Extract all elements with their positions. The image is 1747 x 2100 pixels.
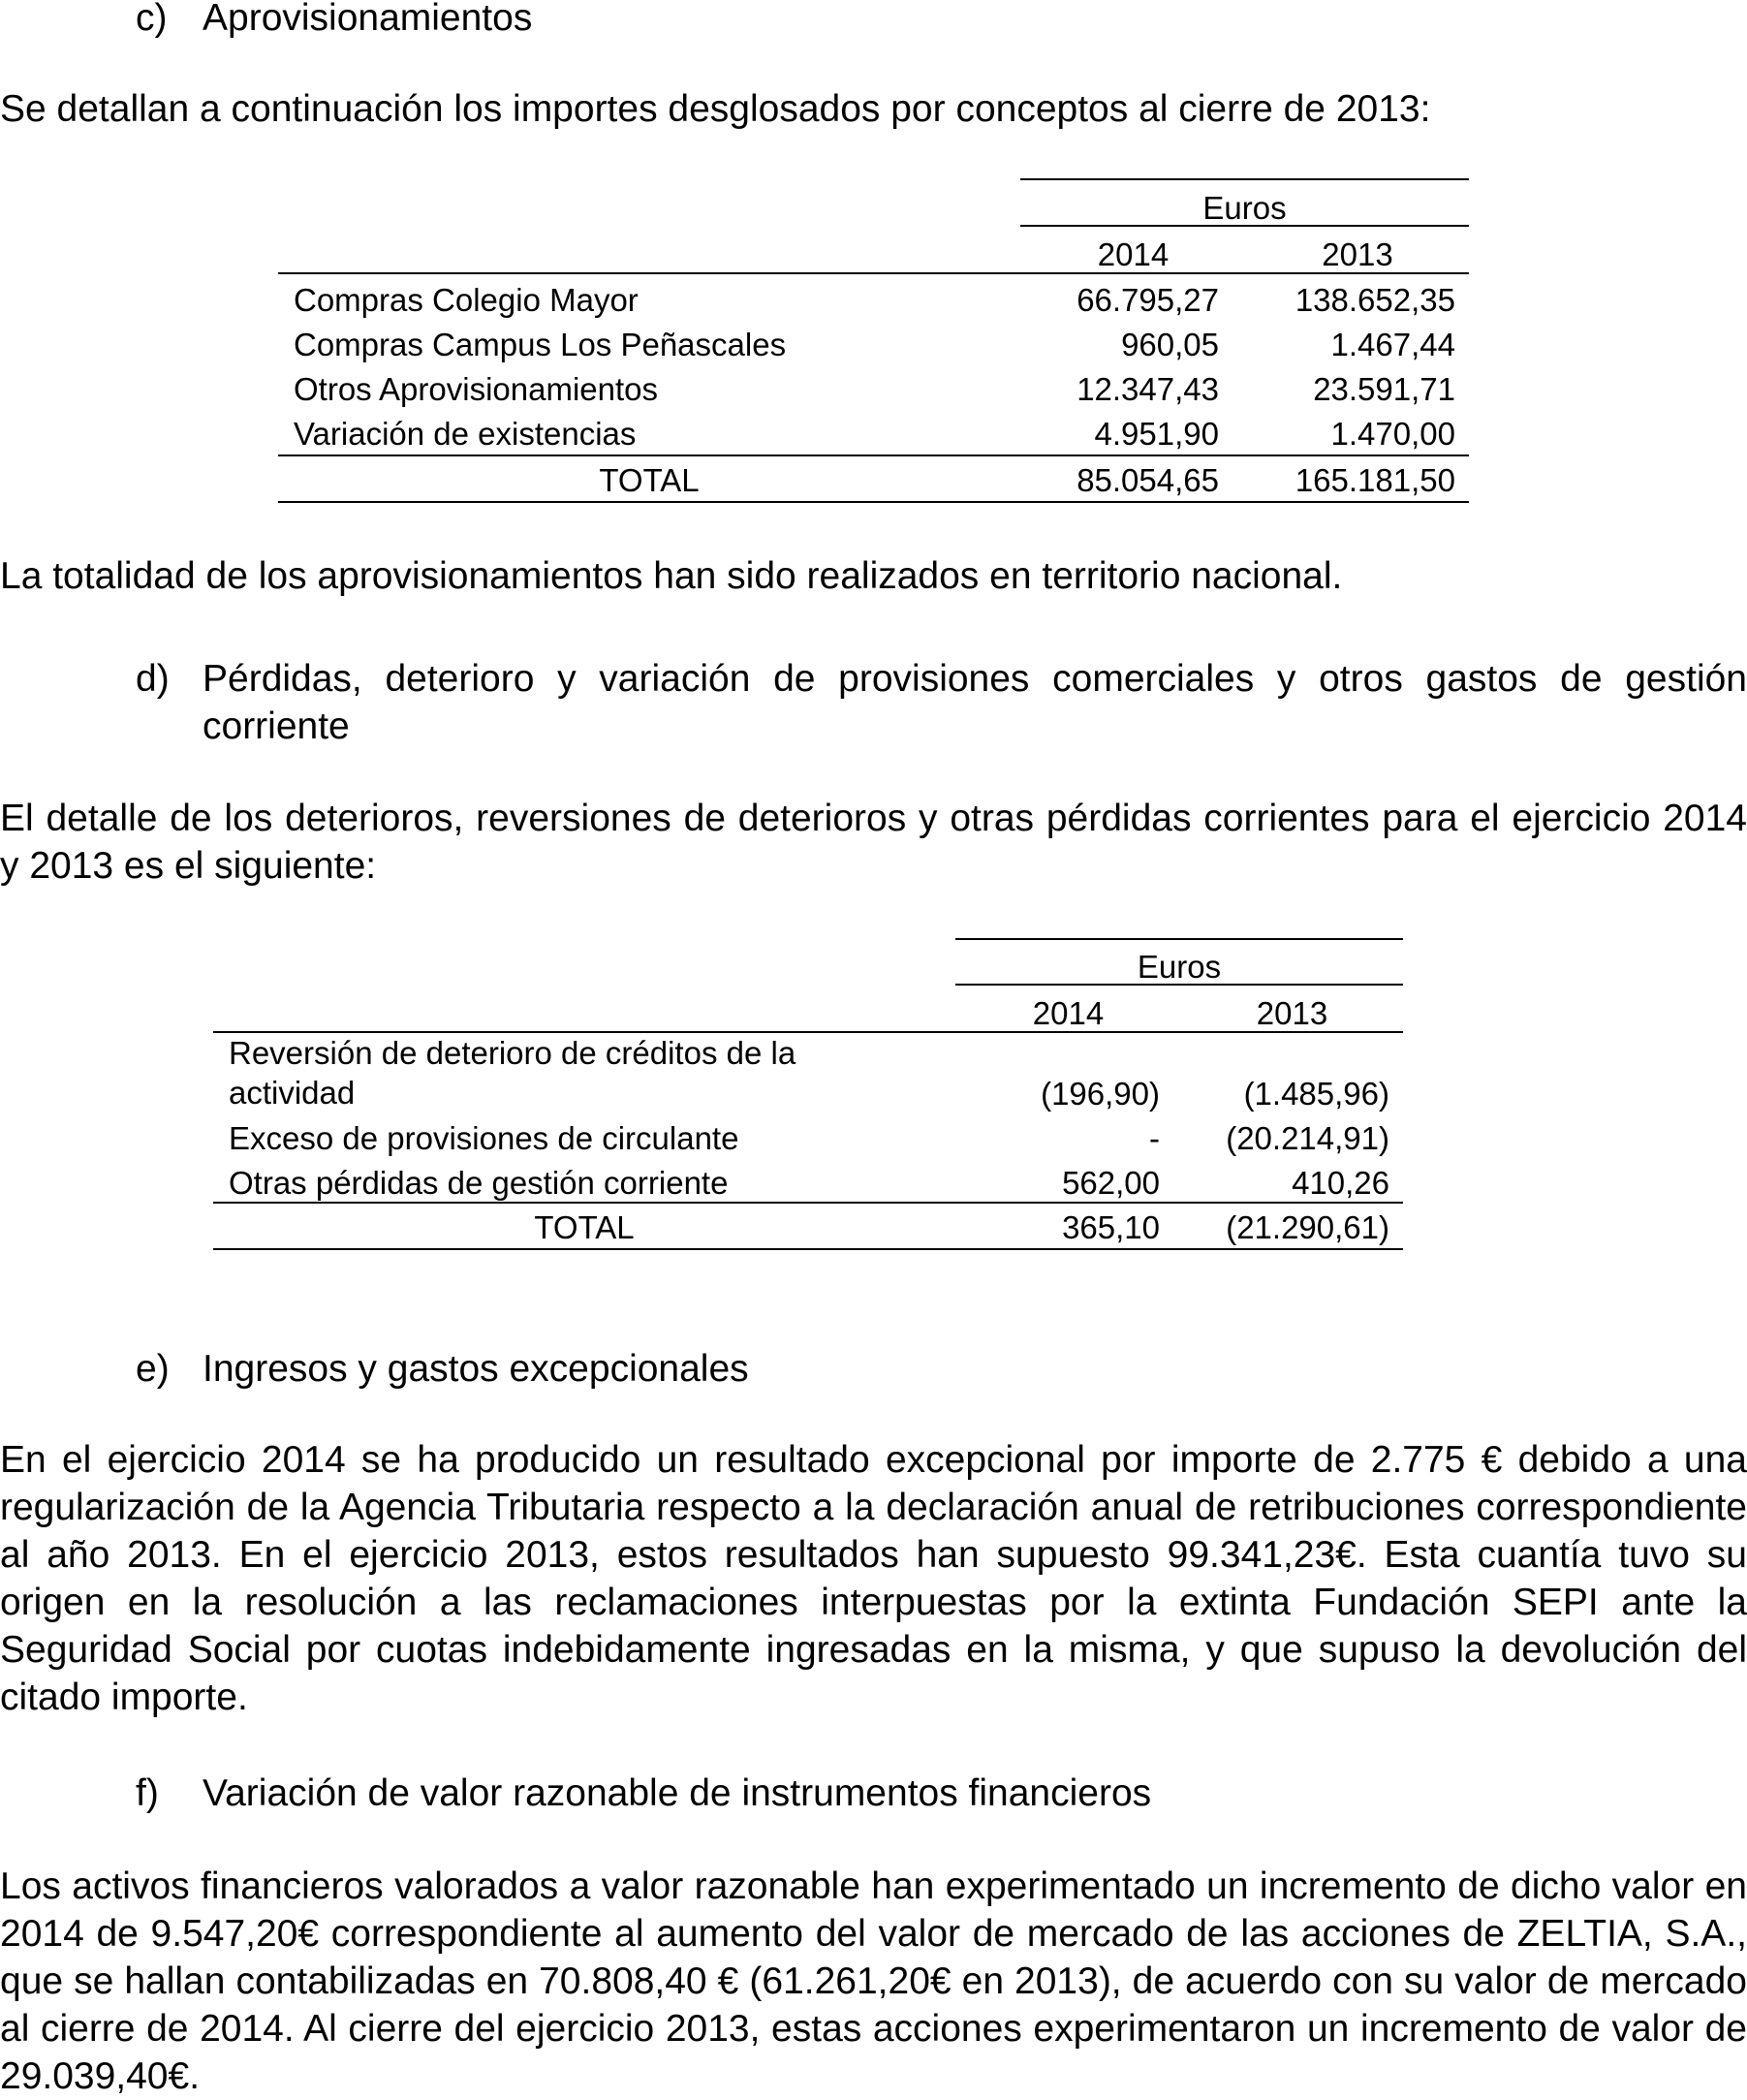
table-row (213, 1116, 1403, 1161)
table-d-year-2013: 2013 (1256, 995, 1328, 1031)
table-total-row (278, 458, 1469, 503)
total-label: TOTAL (534, 1209, 635, 1245)
value-2014: (196,90) (1041, 1076, 1160, 1112)
table-c-year-2014: 2014 (1097, 236, 1170, 272)
table-d-year-2014: 2014 (1032, 995, 1105, 1031)
table-row (213, 1161, 1403, 1206)
table-row (278, 412, 1469, 456)
section-c-marker: c) (136, 0, 168, 39)
section-f-title: Variación de valor razonable de instrumentos financieros (203, 1772, 1152, 1814)
value-2014: 960,05 (1121, 327, 1219, 362)
total-2013: 165.181,50 (1295, 462, 1455, 498)
value-2014: 12.347,43 (1076, 371, 1219, 407)
intro-c: Se detallan a continuación los importes desglosados por conceptos al cierre de 2013: (0, 88, 1431, 130)
table-d-top-rule (955, 938, 1403, 940)
table-total-row (213, 1206, 1403, 1250)
row-label: Compras Colegio Mayor (294, 282, 639, 318)
table-d-unit: Euros (1137, 949, 1222, 985)
table-d-unit-rule (955, 984, 1403, 986)
value-2013: 1.467,44 (1330, 327, 1455, 362)
table-c-year-row (278, 233, 1469, 277)
table-d-total-rule (213, 1202, 1403, 1204)
paragraph-e: En el ejercicio 2014 se ha producido un resultado excepcional por importe de 2.775 € debido a una regularización de la Agencia Tributaria respecto a la declaración anual de retribuciones correspondiente al año 2013. En el ejercicio 2013, estos resultados han supuesto 99.341,23€. Esta cuantía tuvo su origen en la resolución a las reclamaciones interpuestas por la extinta Fundación SEPI ante la Seguridad Social por cuotas indebidamente ingresadas en la misma, y que supuso la devolución del citado importe. (0, 1439, 1747, 1718)
total-2014: 365,10 (1062, 1209, 1160, 1245)
section-c-title: Aprovisionamientos (203, 0, 533, 39)
table-aprovisionamientos (278, 178, 1469, 504)
section-d-title: Pérdidas, deterioro y variación de provisiones comerciales y otros gastos de gestión corriente (203, 658, 1747, 747)
intro-d: El detalle de los deterioros, reversiones de deterioros y otras pérdidas corrientes para el ejercicio 2014 y 2013 es el siguiente: (0, 798, 1747, 887)
table-c-total-rule (278, 454, 1469, 456)
table-row (278, 367, 1469, 412)
row-label-line2: actividad (229, 1075, 356, 1111)
value-2014: - (1149, 1120, 1160, 1156)
table-c-top-rule (1020, 178, 1469, 180)
section-e-title: Ingresos y gastos excepcionales (203, 1348, 749, 1390)
value-2014: 562,00 (1062, 1165, 1160, 1201)
table-row (213, 1033, 1403, 1116)
row-label: Compras Campus Los Peñascales (294, 327, 787, 362)
row-label-line1: Reversión de deterioro de créditos de la (229, 1035, 796, 1071)
row-label: Otras pérdidas de gestión corriente (229, 1165, 729, 1201)
table-deterioros (213, 938, 1403, 1250)
value-2014: 4.951,90 (1094, 416, 1219, 452)
note-c: La totalidad de los aprovisionamientos han sido realizados en territorio nacional. (0, 555, 1343, 597)
section-e-marker: e) (136, 1348, 170, 1390)
paragraph-f: Los activos financieros valorados a valor razonable han experimentado un incremento de dicho valor en 2014 de 9.547,20€ correspondiente al aumento del valor de mercado de las acciones de ZELTIA, S.A., que se hallan contabilizadas en 70.808,40 € (61.261,20€ en 2013), de acuerdo con su valor de mercado al cierre de 2014. Al cierre del ejercicio 2013, estas acciones experimentaron un incremento de valor de 29.039,40€. (0, 1865, 1747, 2097)
table-c-unit: Euros (1202, 190, 1287, 226)
table-d-bottom-rule (213, 1248, 1403, 1250)
table-row (278, 278, 1469, 323)
value-2013: 410,26 (1292, 1165, 1389, 1201)
total-2014: 85.054,65 (1076, 462, 1219, 498)
table-c-header-rule (278, 272, 1469, 274)
row-label: Variación de existencias (294, 416, 637, 452)
section-d-heading (136, 655, 1747, 752)
value-2014: 66.795,27 (1076, 282, 1219, 318)
value-2013: 1.470,00 (1330, 416, 1455, 452)
section-f-marker: f) (136, 1772, 159, 1814)
table-c-year-2013: 2013 (1322, 236, 1393, 272)
value-2013: 138.652,35 (1295, 282, 1455, 318)
row-label: Otros Aprovisionamientos (294, 371, 659, 407)
row-label (229, 1033, 796, 1113)
total-2013: (21.290,61) (1226, 1209, 1389, 1245)
value-2013: 23.591,71 (1313, 371, 1455, 407)
value-2013: (20.214,91) (1226, 1120, 1389, 1156)
section-d-marker: d) (136, 658, 170, 700)
total-label: TOTAL (599, 462, 700, 498)
value-2013: (1.485,96) (1243, 1076, 1389, 1112)
table-c-unit-rule (1020, 225, 1469, 227)
row-label: Exceso de provisiones de circulante (229, 1120, 739, 1156)
table-c-bottom-rule (278, 501, 1469, 503)
table-d-year-row (213, 991, 1403, 1036)
table-row (278, 323, 1469, 367)
